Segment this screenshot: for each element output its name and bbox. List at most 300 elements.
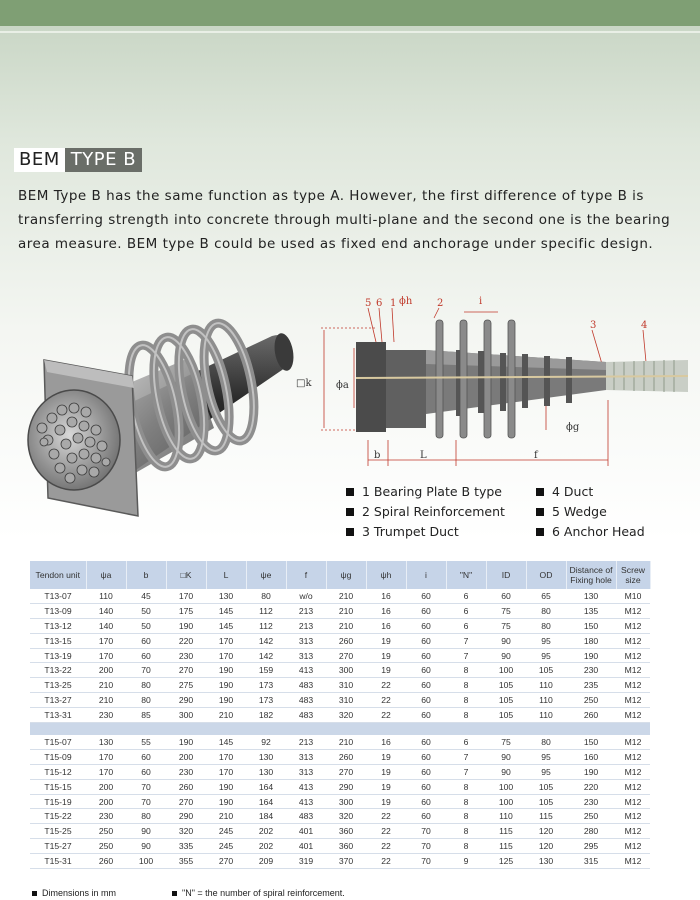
table-cell: T13-19 xyxy=(30,648,86,663)
table-cell: 270 xyxy=(206,854,246,869)
legend-item-2 xyxy=(346,504,505,519)
callout-i: i xyxy=(479,296,483,307)
legend-label-2: 2 Spiral Reinforcement xyxy=(362,504,505,519)
table-header-cell: □K xyxy=(166,561,206,589)
table-cell: 95 xyxy=(526,633,566,648)
table-cell: 75 xyxy=(486,618,526,633)
table-cell: 190 xyxy=(206,663,246,678)
dim-k: □k xyxy=(296,378,312,389)
table-row xyxy=(30,648,650,663)
table-cell: 90 xyxy=(486,749,526,764)
table-cell: 290 xyxy=(166,809,206,824)
table-cell: 112 xyxy=(246,603,286,618)
table-cell: 230 xyxy=(86,809,126,824)
table-cell: 8 xyxy=(446,839,486,854)
table-cell: 320 xyxy=(166,824,206,839)
table-cell: 210 xyxy=(206,708,246,723)
table-cell: 9 xyxy=(446,854,486,869)
table-cell: 360 xyxy=(326,824,366,839)
table-cell: M12 xyxy=(616,648,650,663)
table-header-row xyxy=(30,561,650,589)
table-cell: 60 xyxy=(406,618,446,633)
table-cell: T15-09 xyxy=(30,749,86,764)
table-cell: 184 xyxy=(246,809,286,824)
table-cell: 80 xyxy=(246,589,286,603)
table-cell: 90 xyxy=(486,648,526,663)
table-cell: 315 xyxy=(566,854,616,869)
product-photo xyxy=(14,318,296,526)
table-cell: 8 xyxy=(446,693,486,708)
table-cell: 130 xyxy=(566,589,616,603)
table-header-cell: ID xyxy=(486,561,526,589)
table-cell: 130 xyxy=(526,854,566,869)
table-cell: 60 xyxy=(406,809,446,824)
table-cell: 401 xyxy=(286,839,326,854)
table-cell: 200 xyxy=(166,749,206,764)
table-cell: 60 xyxy=(406,779,446,794)
table-cell: 16 xyxy=(366,603,406,618)
callout-6: 6 xyxy=(376,298,383,309)
table-cell: 313 xyxy=(286,648,326,663)
table-cell: 164 xyxy=(246,779,286,794)
footnote-n-note xyxy=(172,888,345,898)
table-cell: 16 xyxy=(366,618,406,633)
page-title xyxy=(14,148,142,172)
table-cell: M12 xyxy=(616,735,650,749)
callout-5: 5 xyxy=(365,298,372,309)
table-cell: 95 xyxy=(526,749,566,764)
table-row xyxy=(30,663,650,678)
table-cell: M12 xyxy=(616,839,650,854)
table-cell: T15-31 xyxy=(30,854,86,869)
table-cell: 319 xyxy=(286,854,326,869)
table-cell: M12 xyxy=(616,854,650,869)
table-cell: 130 xyxy=(246,764,286,779)
table-cell: 173 xyxy=(246,693,286,708)
table-cell: 230 xyxy=(566,794,616,809)
table-cell: 70 xyxy=(406,839,446,854)
table-cell: 190 xyxy=(566,764,616,779)
table-cell: 260 xyxy=(326,633,366,648)
table-cell: 105 xyxy=(526,663,566,678)
table-cell: 175 xyxy=(166,603,206,618)
table-cell: 7 xyxy=(446,749,486,764)
table-cell: 8 xyxy=(446,678,486,693)
table-cell: 60 xyxy=(406,794,446,809)
table-cell: 112 xyxy=(246,618,286,633)
table-cell: 170 xyxy=(206,764,246,779)
table-cell: 190 xyxy=(206,794,246,809)
table-cell: M12 xyxy=(616,794,650,809)
table-row xyxy=(30,735,650,749)
table-cell: 145 xyxy=(206,618,246,633)
table-cell: 19 xyxy=(366,779,406,794)
table-row xyxy=(30,633,650,648)
legend-item-6 xyxy=(536,524,645,539)
parts-legend xyxy=(346,482,686,544)
table-cell: 145 xyxy=(206,603,246,618)
table-cell: 110 xyxy=(526,678,566,693)
table-cell: 230 xyxy=(566,663,616,678)
table-cell: 90 xyxy=(126,824,166,839)
table-cell: T15-15 xyxy=(30,779,86,794)
top-banner-bar xyxy=(0,0,700,26)
table-cell: M12 xyxy=(616,678,650,693)
table-cell: 260 xyxy=(566,708,616,723)
table-cell: 85 xyxy=(126,708,166,723)
table-cell: 8 xyxy=(446,809,486,824)
table-cell: T15-22 xyxy=(30,809,86,824)
table-header-cell: b xyxy=(126,561,166,589)
table-cell: 7 xyxy=(446,633,486,648)
title-bem: BEM xyxy=(14,148,65,172)
table-cell: 7 xyxy=(446,648,486,663)
table-cell: 50 xyxy=(126,618,166,633)
table-cell: 159 xyxy=(246,663,286,678)
table-cell: 19 xyxy=(366,794,406,809)
table-cell: 70 xyxy=(406,854,446,869)
table-cell: 70 xyxy=(126,794,166,809)
table-cell: 190 xyxy=(206,678,246,693)
table-cell: 260 xyxy=(326,749,366,764)
table-cell: 105 xyxy=(486,708,526,723)
table-cell: 270 xyxy=(326,648,366,663)
table-cell: 90 xyxy=(486,633,526,648)
table-cell: 210 xyxy=(206,809,246,824)
table-cell: 260 xyxy=(166,779,206,794)
table-cell: 110 xyxy=(86,589,126,603)
table-cell: 16 xyxy=(366,589,406,603)
callout-2: 2 xyxy=(437,298,444,309)
table-row xyxy=(30,589,650,603)
table-cell: M12 xyxy=(616,824,650,839)
bullet-square-icon xyxy=(536,488,544,496)
table-cell: 110 xyxy=(526,708,566,723)
table-cell: 6 xyxy=(446,589,486,603)
table-row xyxy=(30,824,650,839)
table-cell: 140 xyxy=(86,603,126,618)
table-cell: 245 xyxy=(206,839,246,854)
table-cell: 70 xyxy=(126,663,166,678)
table-cell: 105 xyxy=(526,779,566,794)
table-cell: 170 xyxy=(86,749,126,764)
table-cell: T15-19 xyxy=(30,794,86,809)
table-cell: M12 xyxy=(616,809,650,824)
callout-phi-h: ϕh xyxy=(399,296,413,307)
table-cell: 125 xyxy=(486,854,526,869)
table-cell: 22 xyxy=(366,678,406,693)
table-row xyxy=(30,618,650,633)
table-cell: 60 xyxy=(406,633,446,648)
table-cell: 120 xyxy=(526,839,566,854)
dim-L: L xyxy=(420,450,427,461)
table-cell: 92 xyxy=(246,735,286,749)
table-cell: 115 xyxy=(486,824,526,839)
table-cell: 235 xyxy=(566,678,616,693)
bullet-square-icon xyxy=(346,508,354,516)
bullet-square-icon xyxy=(536,508,544,516)
table-cell: 80 xyxy=(126,693,166,708)
table-cell: T15-12 xyxy=(30,764,86,779)
table-cell: M12 xyxy=(616,779,650,794)
table-header-cell: f xyxy=(286,561,326,589)
table-cell: 210 xyxy=(326,735,366,749)
dim-f: f xyxy=(534,450,538,461)
table-cell: 130 xyxy=(206,589,246,603)
table-cell: 6 xyxy=(446,735,486,749)
table-cell: 142 xyxy=(246,648,286,663)
table-cell: T13-31 xyxy=(30,708,86,723)
table-cell: 209 xyxy=(246,854,286,869)
table-cell: 60 xyxy=(126,764,166,779)
table-cell: 115 xyxy=(486,839,526,854)
table-cell: 260 xyxy=(86,854,126,869)
table-cell: T13-27 xyxy=(30,693,86,708)
callout-4: 4 xyxy=(641,320,648,331)
table-cell: 170 xyxy=(86,648,126,663)
table-cell: 19 xyxy=(366,648,406,663)
table-cell: 275 xyxy=(166,678,206,693)
table-header-cell: i xyxy=(406,561,446,589)
table-cell: 210 xyxy=(326,589,366,603)
table-cell: 16 xyxy=(366,735,406,749)
table-row xyxy=(30,603,650,618)
table-cell: 60 xyxy=(406,708,446,723)
footnote-dimensions-text: Dimensions in mm xyxy=(42,888,117,898)
table-cell: 160 xyxy=(566,749,616,764)
table-cell: M12 xyxy=(616,764,650,779)
table-cell: 75 xyxy=(486,603,526,618)
table-cell: 22 xyxy=(366,809,406,824)
dim-phi-a: ϕa xyxy=(336,380,349,391)
table-cell: T13-25 xyxy=(30,678,86,693)
table-cell: 105 xyxy=(486,693,526,708)
table-cell: 290 xyxy=(166,693,206,708)
legend-item-3 xyxy=(346,524,459,539)
table-cell: 245 xyxy=(206,824,246,839)
table-cell: 105 xyxy=(486,678,526,693)
table-cell: 60 xyxy=(406,764,446,779)
cross-section-drawing xyxy=(296,290,696,480)
table-cell: 90 xyxy=(126,839,166,854)
footnote-n-note-text: "N" = the number of spiral reinforcement. xyxy=(182,888,345,898)
table-cell: 60 xyxy=(126,648,166,663)
table-row xyxy=(30,708,650,723)
table-cell: 313 xyxy=(286,764,326,779)
table-cell: 22 xyxy=(366,693,406,708)
table-row xyxy=(30,779,650,794)
table-cell: 335 xyxy=(166,839,206,854)
table-cell: 190 xyxy=(166,735,206,749)
table-cell: 60 xyxy=(126,633,166,648)
table-row xyxy=(30,809,650,824)
table-cell: 19 xyxy=(366,663,406,678)
table-row xyxy=(30,794,650,809)
table-cell: 90 xyxy=(486,764,526,779)
table-cell: 140 xyxy=(86,618,126,633)
table-cell: 173 xyxy=(246,678,286,693)
table-cell: 230 xyxy=(86,708,126,723)
table-cell: 170 xyxy=(206,633,246,648)
table-cell: T13-15 xyxy=(30,633,86,648)
table-cell: 60 xyxy=(406,603,446,618)
table-cell: 483 xyxy=(286,708,326,723)
table-cell: 280 xyxy=(566,824,616,839)
top-divider-line xyxy=(0,31,700,33)
table-cell: w/o xyxy=(286,589,326,603)
table-cell: 80 xyxy=(126,809,166,824)
table-cell: 60 xyxy=(406,663,446,678)
bullet-square-icon xyxy=(346,488,354,496)
table-cell: 210 xyxy=(86,693,126,708)
table-header-cell: Screw size xyxy=(616,561,650,589)
table-cell: T15-27 xyxy=(30,839,86,854)
table-header-cell: "N" xyxy=(446,561,486,589)
table-cell: 135 xyxy=(566,603,616,618)
table-cell: M12 xyxy=(616,693,650,708)
table-cell: 413 xyxy=(286,779,326,794)
table-header-cell: ψe xyxy=(246,561,286,589)
table-cell: 60 xyxy=(406,693,446,708)
table-cell: 164 xyxy=(246,794,286,809)
table-cell: 70 xyxy=(406,824,446,839)
table-cell: 413 xyxy=(286,663,326,678)
table-cell: T15-25 xyxy=(30,824,86,839)
table-cell: 110 xyxy=(486,809,526,824)
table-cell: 213 xyxy=(286,618,326,633)
table-header-cell: ψh xyxy=(366,561,406,589)
table-cell: T13-07 xyxy=(30,589,86,603)
table-cell: 80 xyxy=(526,735,566,749)
table-cell: 50 xyxy=(126,603,166,618)
title-type-b: TYPE B xyxy=(65,148,142,172)
table-cell: 320 xyxy=(326,708,366,723)
table-cell: 320 xyxy=(326,809,366,824)
callout-3: 3 xyxy=(590,320,597,331)
table-cell: 22 xyxy=(366,854,406,869)
table-cell: 483 xyxy=(286,809,326,824)
table-cell: 130 xyxy=(86,735,126,749)
table-cell: M12 xyxy=(616,663,650,678)
table-cell: 170 xyxy=(166,589,206,603)
table-cell: T13-09 xyxy=(30,603,86,618)
table-cell: 55 xyxy=(126,735,166,749)
dim-b: b xyxy=(374,450,381,461)
table-cell: 170 xyxy=(206,749,246,764)
table-cell: 60 xyxy=(406,735,446,749)
legend-label-5: 5 Wedge xyxy=(552,504,607,519)
table-cell: 22 xyxy=(366,824,406,839)
table-cell: 270 xyxy=(166,663,206,678)
table-cell: 300 xyxy=(166,708,206,723)
table-cell: 250 xyxy=(566,809,616,824)
table-row xyxy=(30,678,650,693)
table-cell: 80 xyxy=(526,603,566,618)
table-cell: M12 xyxy=(616,749,650,764)
table-row xyxy=(30,749,650,764)
table-cell: 210 xyxy=(86,678,126,693)
table-cell: 95 xyxy=(526,648,566,663)
legend-item-5 xyxy=(536,504,607,519)
footnote-dimensions xyxy=(32,888,116,898)
bullet-square-icon xyxy=(32,891,37,896)
legend-item-1 xyxy=(346,484,502,499)
table-cell: 355 xyxy=(166,854,206,869)
table-cell: 7 xyxy=(446,764,486,779)
table-cell: 120 xyxy=(526,824,566,839)
table-cell: 182 xyxy=(246,708,286,723)
table-cell: 70 xyxy=(126,779,166,794)
table-cell: 115 xyxy=(526,809,566,824)
table-header-cell: Distance of Fixing hole xyxy=(566,561,616,589)
table-header-cell: ψg xyxy=(326,561,366,589)
table-cell: 95 xyxy=(526,764,566,779)
table-header-cell: Tendon unit xyxy=(30,561,86,589)
table-cell: 213 xyxy=(286,603,326,618)
table-cell: 170 xyxy=(206,648,246,663)
table-cell: 310 xyxy=(326,678,366,693)
table-cell: 60 xyxy=(406,678,446,693)
table-cell: 19 xyxy=(366,764,406,779)
table-cell: M12 xyxy=(616,618,650,633)
table-cell: 483 xyxy=(286,693,326,708)
bullet-square-icon xyxy=(172,891,177,896)
table-header-cell: ψa xyxy=(86,561,126,589)
table-cell: 483 xyxy=(286,678,326,693)
intro-paragraph: BEM Type B has the same function as type A. However, the first difference of type B is transferring strength into concrete through multi-plane and the second one is the bearing area measure. BEM type B could be used as fixed end anchorage under specific design. xyxy=(18,188,671,252)
table-cell: 220 xyxy=(166,633,206,648)
table-cell: 310 xyxy=(326,693,366,708)
table-cell: 22 xyxy=(366,708,406,723)
table-cell: 130 xyxy=(246,749,286,764)
table-cell: T15-07 xyxy=(30,735,86,749)
bullet-square-icon xyxy=(346,528,354,536)
table-cell: 60 xyxy=(126,749,166,764)
table-cell: 60 xyxy=(406,749,446,764)
table-cell: M12 xyxy=(616,603,650,618)
legend-label-1: 1 Bearing Plate B type xyxy=(362,484,503,499)
table-row xyxy=(30,693,650,708)
table-cell: 210 xyxy=(326,618,366,633)
table-cell: 6 xyxy=(446,603,486,618)
table-cell: 45 xyxy=(126,589,166,603)
table-cell: 170 xyxy=(86,764,126,779)
legend-item-4 xyxy=(536,484,593,499)
table-cell: 200 xyxy=(86,794,126,809)
table-cell: 250 xyxy=(86,839,126,854)
table-cell: 270 xyxy=(326,764,366,779)
specification-table xyxy=(30,561,651,869)
table-cell: 295 xyxy=(566,839,616,854)
legend-label-6: 6 Anchor Head xyxy=(552,524,645,539)
table-cell: 370 xyxy=(326,854,366,869)
table-cell: 60 xyxy=(406,648,446,663)
table-cell: 250 xyxy=(566,693,616,708)
table-cell: 19 xyxy=(366,633,406,648)
table-cell: 100 xyxy=(126,854,166,869)
separator-cell xyxy=(30,723,650,736)
table-cell: 401 xyxy=(286,824,326,839)
table-cell: 105 xyxy=(526,794,566,809)
table-cell: 313 xyxy=(286,749,326,764)
table-cell: 75 xyxy=(486,735,526,749)
table-cell: 200 xyxy=(86,779,126,794)
bullet-square-icon xyxy=(536,528,544,536)
table-cell: 230 xyxy=(166,764,206,779)
table-cell: 202 xyxy=(246,824,286,839)
table-row xyxy=(30,764,650,779)
table-cell: 290 xyxy=(326,779,366,794)
